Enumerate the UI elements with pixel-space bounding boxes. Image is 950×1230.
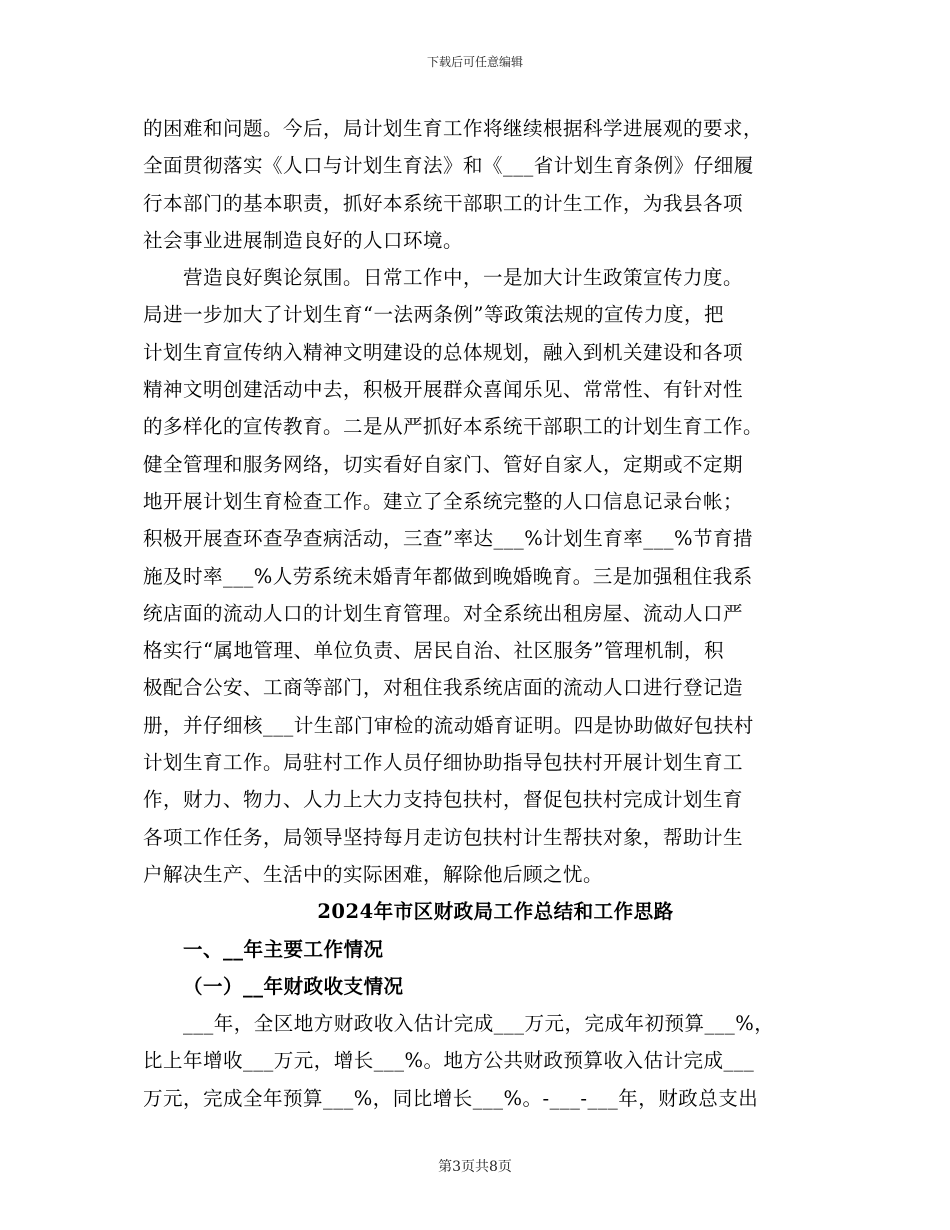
section-title: 2024年市区财政局工作总结和工作思路 <box>317 900 674 924</box>
paragraph-line: 社会事业进展制造良好的人口环境。 <box>143 228 464 252</box>
document-body <box>143 110 808 1117</box>
page-number-footer: 第3页共8页 <box>438 1159 512 1175</box>
paragraph-line: 精神文明创建活动中去，积极开展群众喜闻乐见、常常性、有针对性 <box>143 378 744 402</box>
paragraph-line: ___年，全区地方财政收入估计完成___万元，完成年初预算___%， <box>183 1012 775 1036</box>
header-note: 下载后可任意编辑 <box>426 55 523 69</box>
paragraph-line: 比上年增收___万元，增长___%。地方公共财政预算收入估计完成___ <box>143 1049 755 1073</box>
paragraph-line: 施及时率___%人劳系统未婚青年都做到晚婚晚育。三是加强租住我系 <box>143 564 753 588</box>
paragraph-line: 营造良好舆论氛围。日常工作中，一是加大计生政策宣传力度。 <box>183 266 744 290</box>
paragraph-line: 计划生育宣传纳入精神文明建设的总体规划，融入到机关建设和各项 <box>143 340 744 364</box>
paragraph-line: 作，财力、物力、人力上大力支持包扶村，督促包扶村完成计划生育 <box>143 788 744 812</box>
paragraph-line: 册，并仔细核___计生部门审检的流动婚育证明。四是协助做好包扶村 <box>143 713 754 737</box>
paragraph-line: 统店面的流动人口的计划生育管理。对全系统出租房屋、流动人口严 <box>143 601 744 625</box>
paragraph-line: 各项工作任务，局领导坚持每月走访包扶村计生帮扶对象，帮助计生 <box>143 825 744 849</box>
paragraph-line: 计划生育工作。局驻村工作人员仔细协助指导包扶村开展计划生育工 <box>143 751 744 775</box>
paragraph-line: 全面贯彻落实《人口与计划生育法》和《___省计划生育条例》仔细履 <box>143 154 754 178</box>
paragraph-line: 行本部门的基本职责，抓好本系统干部职工的计生工作，为我县各项 <box>143 191 744 215</box>
heading-level-2: （一）__年财政收支情况 <box>183 974 404 998</box>
paragraph-line: 积极开展查环查孕查病活动，三查”率达___%计划生育率___%节育措 <box>143 527 754 551</box>
paragraph-line: 格实行“属地管理、单位负责、居民自治、社区服务”管理机制，积 <box>143 639 724 663</box>
paragraph-line: 户解决生产、生活中的实际困难，解除他后顾之忧。 <box>143 862 604 886</box>
paragraph-line: 局进一步加大了计划生育“一法两条例”等政策法规的宣传力度，把 <box>143 303 724 327</box>
paragraph-line: 的多样化的宣传教育。二是从严抓好本系统干部职工的计划生育工作。 <box>143 415 764 439</box>
paragraph-line: 万元，完成全年预算___%，同比增长___%。-___-___年，财政总支出 <box>143 1086 759 1110</box>
paragraph-line: 地开展计划生育检查工作。建立了全系统完整的人口信息记录台帐； <box>143 489 744 513</box>
paragraph-line: 的困难和问题。今后，局计划生育工作将继续根据科学进展观的要求， <box>143 117 764 140</box>
heading-level-1: 一、__年主要工作情况 <box>183 937 384 961</box>
paragraph-line: 极配合公安、工商等部门，对租住我系统店面的流动人口进行登记造 <box>143 676 744 700</box>
paragraph-line: 健全管理和服务网络，切实看好自家门、管好自家人，定期或不定期 <box>143 452 744 476</box>
